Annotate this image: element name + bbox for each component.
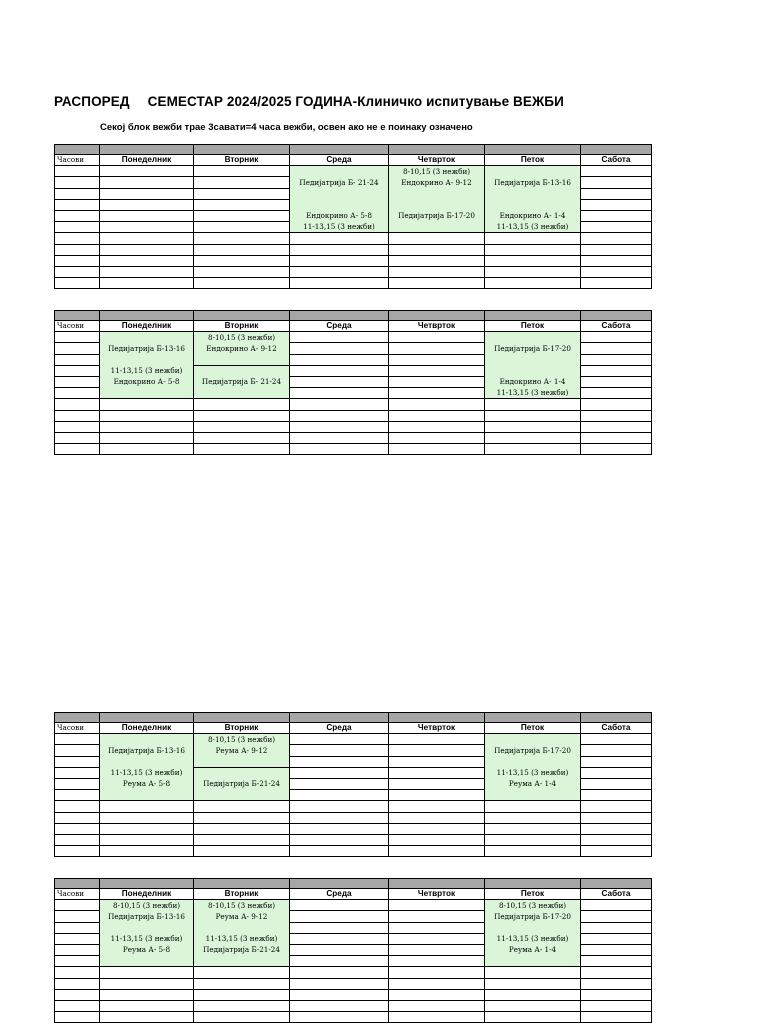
col-header-tuesday: Вторник xyxy=(194,155,290,166)
schedule-table-4 xyxy=(54,878,651,1023)
schedule-cell: Педијатрија Б-21-24 xyxy=(194,778,290,789)
col-header-wednesday: Среда xyxy=(290,723,389,734)
schedule-cell: 8-10,15 (3 нежби) xyxy=(389,166,485,177)
schedule-cell: Реума А- 9-12 xyxy=(194,745,290,756)
schedule-cell: Реума А- 5-8 xyxy=(100,944,194,955)
col-header-saturday: Сабота xyxy=(581,889,652,900)
schedule-cell: 8-10,15 (3 нежби) xyxy=(194,900,290,911)
col-header-saturday: Сабота xyxy=(581,155,652,166)
col-header-thursday: Четврток xyxy=(389,321,485,332)
col-header-hours: Часови xyxy=(55,155,100,166)
col-header-friday: Петок xyxy=(485,155,581,166)
schedule-cell: Педијатрија Б-17-20 xyxy=(485,745,581,756)
schedule-cell: Ендокрино А- 9-12 xyxy=(194,343,290,354)
col-header-monday: Понеделник xyxy=(100,889,194,900)
col-header-hours: Часови xyxy=(55,321,100,332)
schedule-cell: Педијатрија Б-21-24 xyxy=(194,944,290,955)
col-header-wednesday: Среда xyxy=(290,155,389,166)
schedule-cell: 11-13,15 (3 нежби) xyxy=(194,933,290,944)
col-header-tuesday: Вторник xyxy=(194,889,290,900)
schedule-cell: 11-13,15 (3 нежби) xyxy=(485,222,581,233)
document-title: РАСПОРЕД СЕМЕСТАР 2024/2025 ГОДИНА-Клиничко испитување ВЕЖБИ xyxy=(54,94,564,109)
schedule-table-3 xyxy=(54,712,651,857)
schedule-cell: Педијатрија Б-13-16 xyxy=(100,745,194,756)
table-header-row xyxy=(55,889,652,900)
schedule-cell: Педијатрија Б- 21-24 xyxy=(194,376,290,387)
col-header-friday: Петок xyxy=(485,889,581,900)
schedule-cell: Реума А- 1-4 xyxy=(485,944,581,955)
col-header-wednesday: Среда xyxy=(290,321,389,332)
table-header-row xyxy=(55,321,652,332)
col-header-monday: Понеделник xyxy=(100,155,194,166)
schedule-cell: 11-13,15 (3 нежби) xyxy=(100,933,194,944)
schedule-cell: Педијатрија Б-13-16 xyxy=(100,343,194,354)
col-header-friday: Петок xyxy=(485,321,581,332)
schedule-cell: Ендокрино А- 5-8 xyxy=(290,210,389,221)
schedule-cell: Реума А- 9-12 xyxy=(194,911,290,922)
col-header-friday: Петок xyxy=(485,723,581,734)
schedule-cell: 8-10,15 (3 нежби) xyxy=(194,734,290,745)
col-header-monday: Понеделник xyxy=(100,723,194,734)
schedule-cell: Педијатрија Б- 21-24 xyxy=(290,177,389,188)
schedule-cell: 8-10,15 (3 нежби) xyxy=(485,900,581,911)
schedule-cell: Педијатрија Б-17-20 xyxy=(485,343,581,354)
schedule-cell: Педијатрија Б-17-20 xyxy=(485,911,581,922)
schedule-cell: 11-13,15 (3 нежби) xyxy=(290,222,389,233)
col-header-thursday: Четврток xyxy=(389,723,485,734)
col-header-saturday: Сабота xyxy=(581,321,652,332)
col-header-hours: Часови xyxy=(55,723,100,734)
table-header-row xyxy=(55,723,652,734)
schedule-cell: Ендокрино А- 5-8 xyxy=(100,376,194,387)
schedule-cell: Ендокрино А- 1-4 xyxy=(485,376,581,387)
schedule-cell: 11-13,15 (3 нежби) xyxy=(485,767,581,778)
col-header-wednesday: Среда xyxy=(290,889,389,900)
schedule-cell: Реума А- 1-4 xyxy=(485,778,581,789)
schedule-cell: Педијатрија Б-13-16 xyxy=(485,177,581,188)
col-header-tuesday: Вторник xyxy=(194,321,290,332)
col-header-hours: Часови xyxy=(55,889,100,900)
document-subtitle: Секој блок вежби трае 3савати=4 часа вежби, освен ако не е поинаку означено xyxy=(100,122,473,133)
schedule-cell: 11-13,15 (3 нежби) xyxy=(100,365,194,376)
schedule-cell: 11-13,15 (3 нежби) xyxy=(485,388,581,399)
col-header-tuesday: Вторник xyxy=(194,723,290,734)
schedule-cell: 8-10,15 (3 нежби) xyxy=(100,900,194,911)
schedule-cell: 8-10,15 (3 нежби) xyxy=(194,332,290,343)
schedule-cell: Ендокрино А- 9-12 xyxy=(389,177,485,188)
schedule-cell: 11-13,15 (3 нежби) xyxy=(100,767,194,778)
schedule-cell: Педијатрија Б-13-16 xyxy=(100,911,194,922)
schedule-cell: Ендокрино А- 1-4 xyxy=(485,210,581,221)
col-header-saturday: Сабота xyxy=(581,723,652,734)
schedule-table-1 xyxy=(54,144,651,289)
col-header-monday: Понеделник xyxy=(100,321,194,332)
schedule-cell: 11-13,15 (3 нежби) xyxy=(485,933,581,944)
col-header-thursday: Четврток xyxy=(389,155,485,166)
table-header-row xyxy=(55,155,652,166)
schedule-cell: Реума А- 5-8 xyxy=(100,778,194,789)
schedule-table-2 xyxy=(54,310,651,455)
schedule-cell: Педијатрија Б-17-20 xyxy=(389,210,485,221)
col-header-thursday: Четврток xyxy=(389,889,485,900)
